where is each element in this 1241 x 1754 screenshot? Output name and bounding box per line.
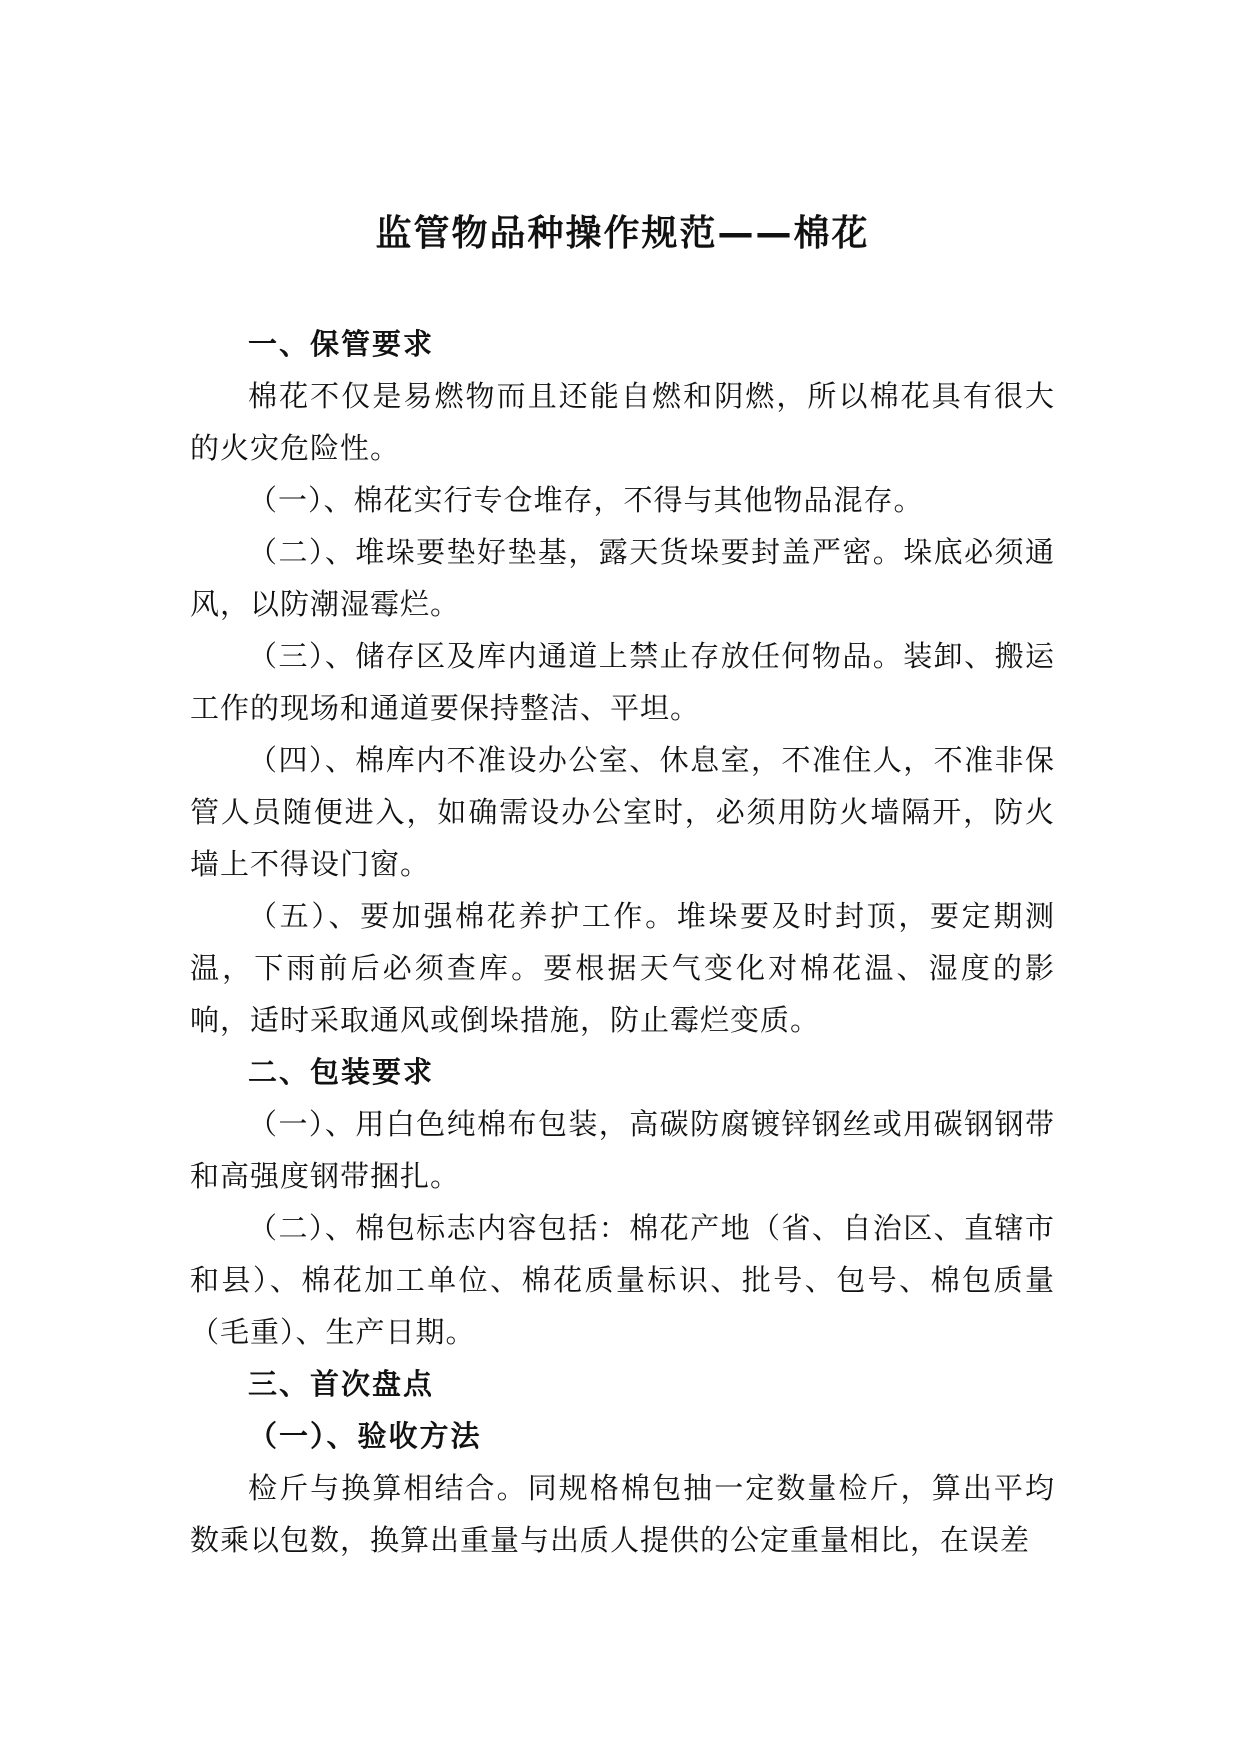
paragraph-acceptance-1: 检斤与换算相结合。同规格棉包抽一定数量检斤，算出平均数乘以包数，换算出重量与出质人提供的公定重量相比，在误差	[190, 1471, 1055, 1557]
paragraph-storage-1: （一）、棉花实行专仓堆存，不得与其他物品混存。	[248, 483, 924, 517]
paragraph-storage-2: （二）、堆垛要垫好垫基，露天货垛要封盖严密。垛底必须通风，以防潮湿霉烂。	[190, 535, 1055, 621]
paragraph-packaging-2: （二）、棉包标志内容包括：棉花产地（省、自治区、直辖市和县）、棉花加工单位、棉花质量标识、批号、包号、棉包质量（毛重）、生产日期。	[190, 1211, 1055, 1349]
paragraph-storage-5: （五）、要加强棉花养护工作。堆垛要及时封顶，要定期测温，下雨前后必须查库。要根据天气变化对棉花温、湿度的影响，适时采取通风或倒垛措施，防止霉烂变质。	[190, 899, 1055, 1037]
document-body	[190, 318, 1055, 1566]
paragraph-storage-4: （四）、棉库内不准设办公室、休息室，不准住人，不准非保管人员随便进入，如确需设办公室时，必须用防火墙隔开，防火墙上不得设门窗。	[190, 743, 1055, 881]
section-heading-inventory: 三、首次盘点	[248, 1367, 435, 1401]
section-heading-packaging: 二、包装要求	[248, 1055, 435, 1089]
paragraph-packaging-1: （一）、用白色纯棉布包装，高碳防腐镀锌钢丝或用碳钢钢带和高强度钢带捆扎。	[190, 1107, 1055, 1193]
paragraph-storage-intro: 棉花不仅是易燃物而且还能自燃和阴燃，所以棉花具有很大的火灾危险性。	[190, 379, 1055, 465]
paragraph-storage-3: （三）、储存区及库内通道上禁止存放任何物品。装卸、搬运工作的现场和通道要保持整洁、平坦。	[190, 639, 1055, 725]
document-title: 监管物品种操作规范——棉花	[375, 213, 870, 254]
section-heading-storage: 一、保管要求	[248, 327, 435, 361]
subsection-heading-acceptance-method: （一）、验收方法	[248, 1419, 482, 1453]
